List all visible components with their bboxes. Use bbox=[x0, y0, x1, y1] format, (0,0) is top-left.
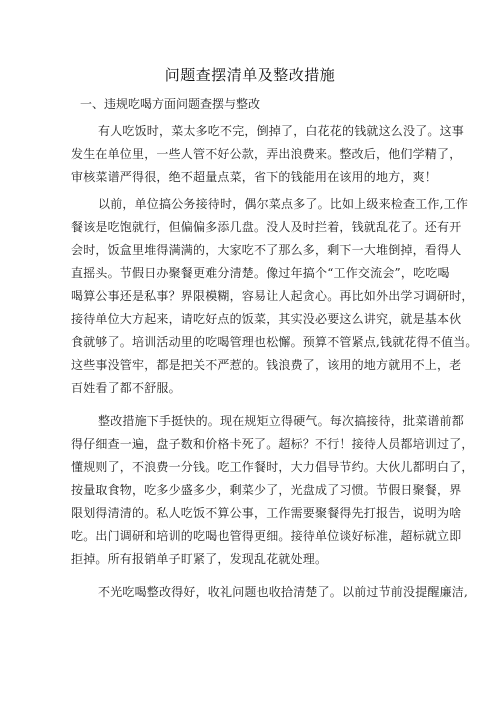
paragraph-1-line-2: 发生在单位里，一些人管不好公款，弄出浪费来。整改后，他们学精了， bbox=[71, 147, 462, 161]
paragraph-3-line-5: 限划得清清的。私人吃饭不算公事，工作需要聚餐得先打报告，说明为啥 bbox=[71, 506, 462, 520]
paragraph-2-line-8: 这些事没管牢，都是把关不严惹的。钱浪费了，该用的地方就用不上，老 bbox=[71, 358, 462, 372]
paragraph-1-line-3: 审核菜谱严得很，绝不超量点菜，省下的钱能用在该用的地方，爽！ bbox=[71, 170, 438, 184]
paragraph-3-line-7: 拒掉。所有报销单子盯紧了，发现乱花就处理。 bbox=[71, 552, 328, 566]
paragraph-2-line-1: 以前，单位搞公务接待时，偶尔菜点多了。比如上级来检查工作,工作 bbox=[98, 197, 469, 211]
paragraph-2-line-2: 餐该是吃饱就行，但偏偏多添几盘。没人及时拦着，钱就乱花了。还有开 bbox=[71, 220, 462, 234]
paragraph-2-line-7: 食就够了。培训活动里的吃喝管理也松懈。预算不管紧点,钱就花得不值当。 bbox=[71, 335, 478, 349]
paragraph-2-line-4: 直摇头。节假日办聚餐更难分清楚。像过年搞个“工作交流会”，吃吃喝 bbox=[71, 266, 450, 280]
document-title: 问题查摆清单及整改措施 bbox=[164, 66, 336, 84]
paragraph-3-line-3: 懂规则了，不浪费一分钱。吃工作餐时，大力倡导节约。大伙儿都明白了， bbox=[71, 460, 474, 474]
paragraph-2-line-5: 喝算公事还是私事？界限模糊，容易让人起贪心。再比如外出学习调研时， bbox=[71, 289, 474, 303]
paragraph-3-line-2: 得仔细查一遍，盘子数和价格卡死了。超标？不行！接待人员都培训过了， bbox=[71, 437, 474, 451]
paragraph-1-line-1: 有人吃饭时，菜太多吃不完，倒掉了，白花花的钱就这么没了。这事 bbox=[98, 124, 465, 138]
section-heading: 一、违规吃喝方面问题查摆与整改 bbox=[80, 97, 261, 111]
paragraph-2-line-6: 接待单位大方起来，请吃好点的饭菜，其实没必要这么讲究，就是基本伙 bbox=[71, 312, 462, 326]
paragraph-3-line-6: 吃。出门调研和培训的吃喝也管得更细。接待单位谈好标准，超标就立即 bbox=[71, 529, 462, 543]
paragraph-2-line-9: 百姓看了都不舒服。 bbox=[71, 381, 181, 395]
paragraph-3-line-4: 按量取食物，吃多少盛多少，剩菜少了，光盘成了习惯。节假日聚餐，界 bbox=[71, 483, 462, 497]
paragraph-2-line-3: 会时，饭盒里堆得满满的，大家吃不了那么多，剩下一大堆倒掉，看得人 bbox=[71, 243, 462, 257]
paragraph-4-line-1: 不光吃喝整改得好，收礼问题也收拾清楚了。以前过节前没提醒廉洁, bbox=[98, 585, 469, 599]
paragraph-3-line-1: 整改措施下手挺快的。现在规矩立得硬气。每次搞接待，批菜谱前都 bbox=[98, 414, 465, 428]
